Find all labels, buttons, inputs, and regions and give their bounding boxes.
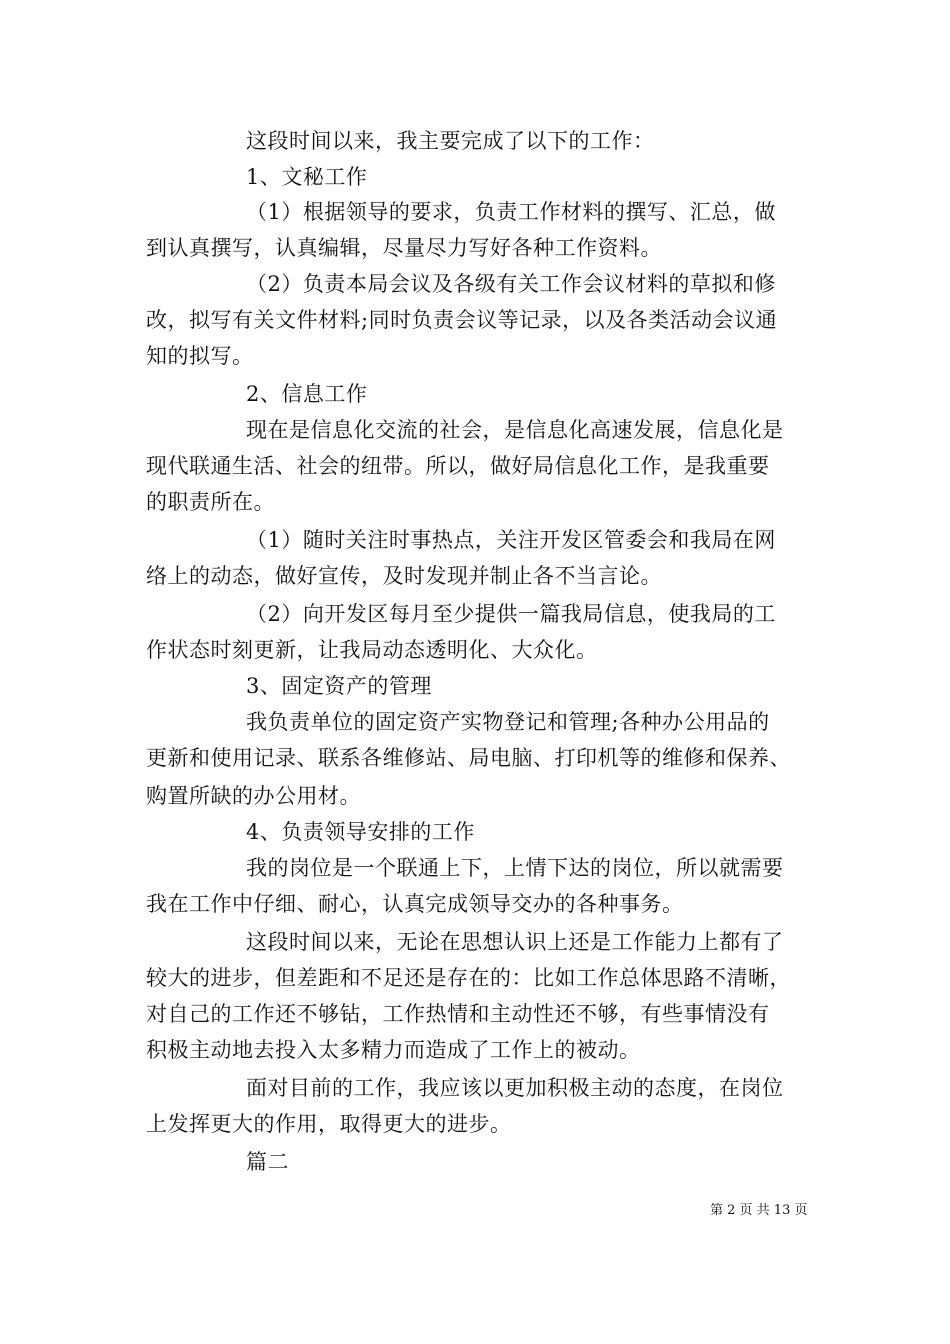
text-line: （2）向开发区每月至少提供一篇我局信息，使我局的工 bbox=[246, 602, 776, 626]
section-heading: 4、负责领导安排的工作 bbox=[246, 820, 475, 844]
text-line: 上发挥更大的作用，取得更大的进步。 bbox=[146, 1112, 512, 1136]
text-line: 到认真撰写，认真编辑，尽量尽力写好各种工作资料。 bbox=[146, 236, 662, 260]
section-heading: 3、固定资产的管理 bbox=[246, 674, 432, 698]
section-heading: 篇二 bbox=[246, 1150, 289, 1174]
text-line: 现代联通生活、社会的纽带。所以，做好局信息化工作，是我重要 bbox=[146, 454, 770, 478]
page-number-footer: 第 2 页 共 13 页 bbox=[710, 1203, 808, 1218]
text-line: （1）根据领导的要求，负责工作材料的撰写、汇总，做 bbox=[246, 200, 776, 224]
text-line: 我负责单位的固定资产实物登记和管理;各种办公用品的 bbox=[246, 710, 770, 734]
text-line: 购置所缺的办公用材。 bbox=[146, 784, 361, 808]
text-line: 改，拟写有关文件材料;同时负责会议等记录，以及各类活动会议通 bbox=[146, 308, 778, 332]
text-line: 我的岗位是一个联通上下，上情下达的岗位，所以就需要 bbox=[246, 856, 784, 880]
section-heading: 2、信息工作 bbox=[246, 382, 368, 406]
text-line: 这段时间以来，无论在思想认识上还是工作能力上都有了 bbox=[246, 930, 784, 954]
text-line: 对自己的工作还不够钻，工作热情和主动性还不够，有些事情没有 bbox=[146, 1002, 770, 1026]
text-line: 知的拟写。 bbox=[146, 344, 254, 368]
text-line: 我在工作中仔细、耐心，认真完成领导交办的各种事务。 bbox=[146, 892, 684, 916]
text-line: 作状态时刻更新，让我局动态透明化、大众化。 bbox=[146, 638, 598, 662]
text-line: 面对目前的工作，我应该以更加积极主动的态度，在岗位 bbox=[246, 1076, 784, 1100]
text-line: 更新和使用记录、联系各维修站、局电脑、打印机等的维修和保养、 bbox=[146, 746, 791, 770]
text-line: 较大的进步，但差距和不足还是存在的：比如工作总体思路不清晰， bbox=[146, 966, 791, 990]
text-line: （2）负责本局会议及各级有关工作会议材料的草拟和修 bbox=[246, 272, 776, 296]
text-line: 这段时间以来，我主要完成了以下的工作： bbox=[246, 129, 655, 153]
text-line: 积极主动地去投入太多精力而造成了工作上的被动。 bbox=[146, 1038, 641, 1062]
section-heading: 1、文秘工作 bbox=[246, 165, 368, 189]
text-line: 现在是信息化交流的社会，是信息化高速发展，信息化是 bbox=[246, 418, 784, 442]
text-line: （1）随时关注时事热点，关注开发区管委会和我局在网 bbox=[246, 528, 776, 552]
text-line: 的职责所在。 bbox=[146, 490, 275, 514]
text-line: 络上的动态，做好宣传，及时发现并制止各不当言论。 bbox=[146, 564, 662, 588]
